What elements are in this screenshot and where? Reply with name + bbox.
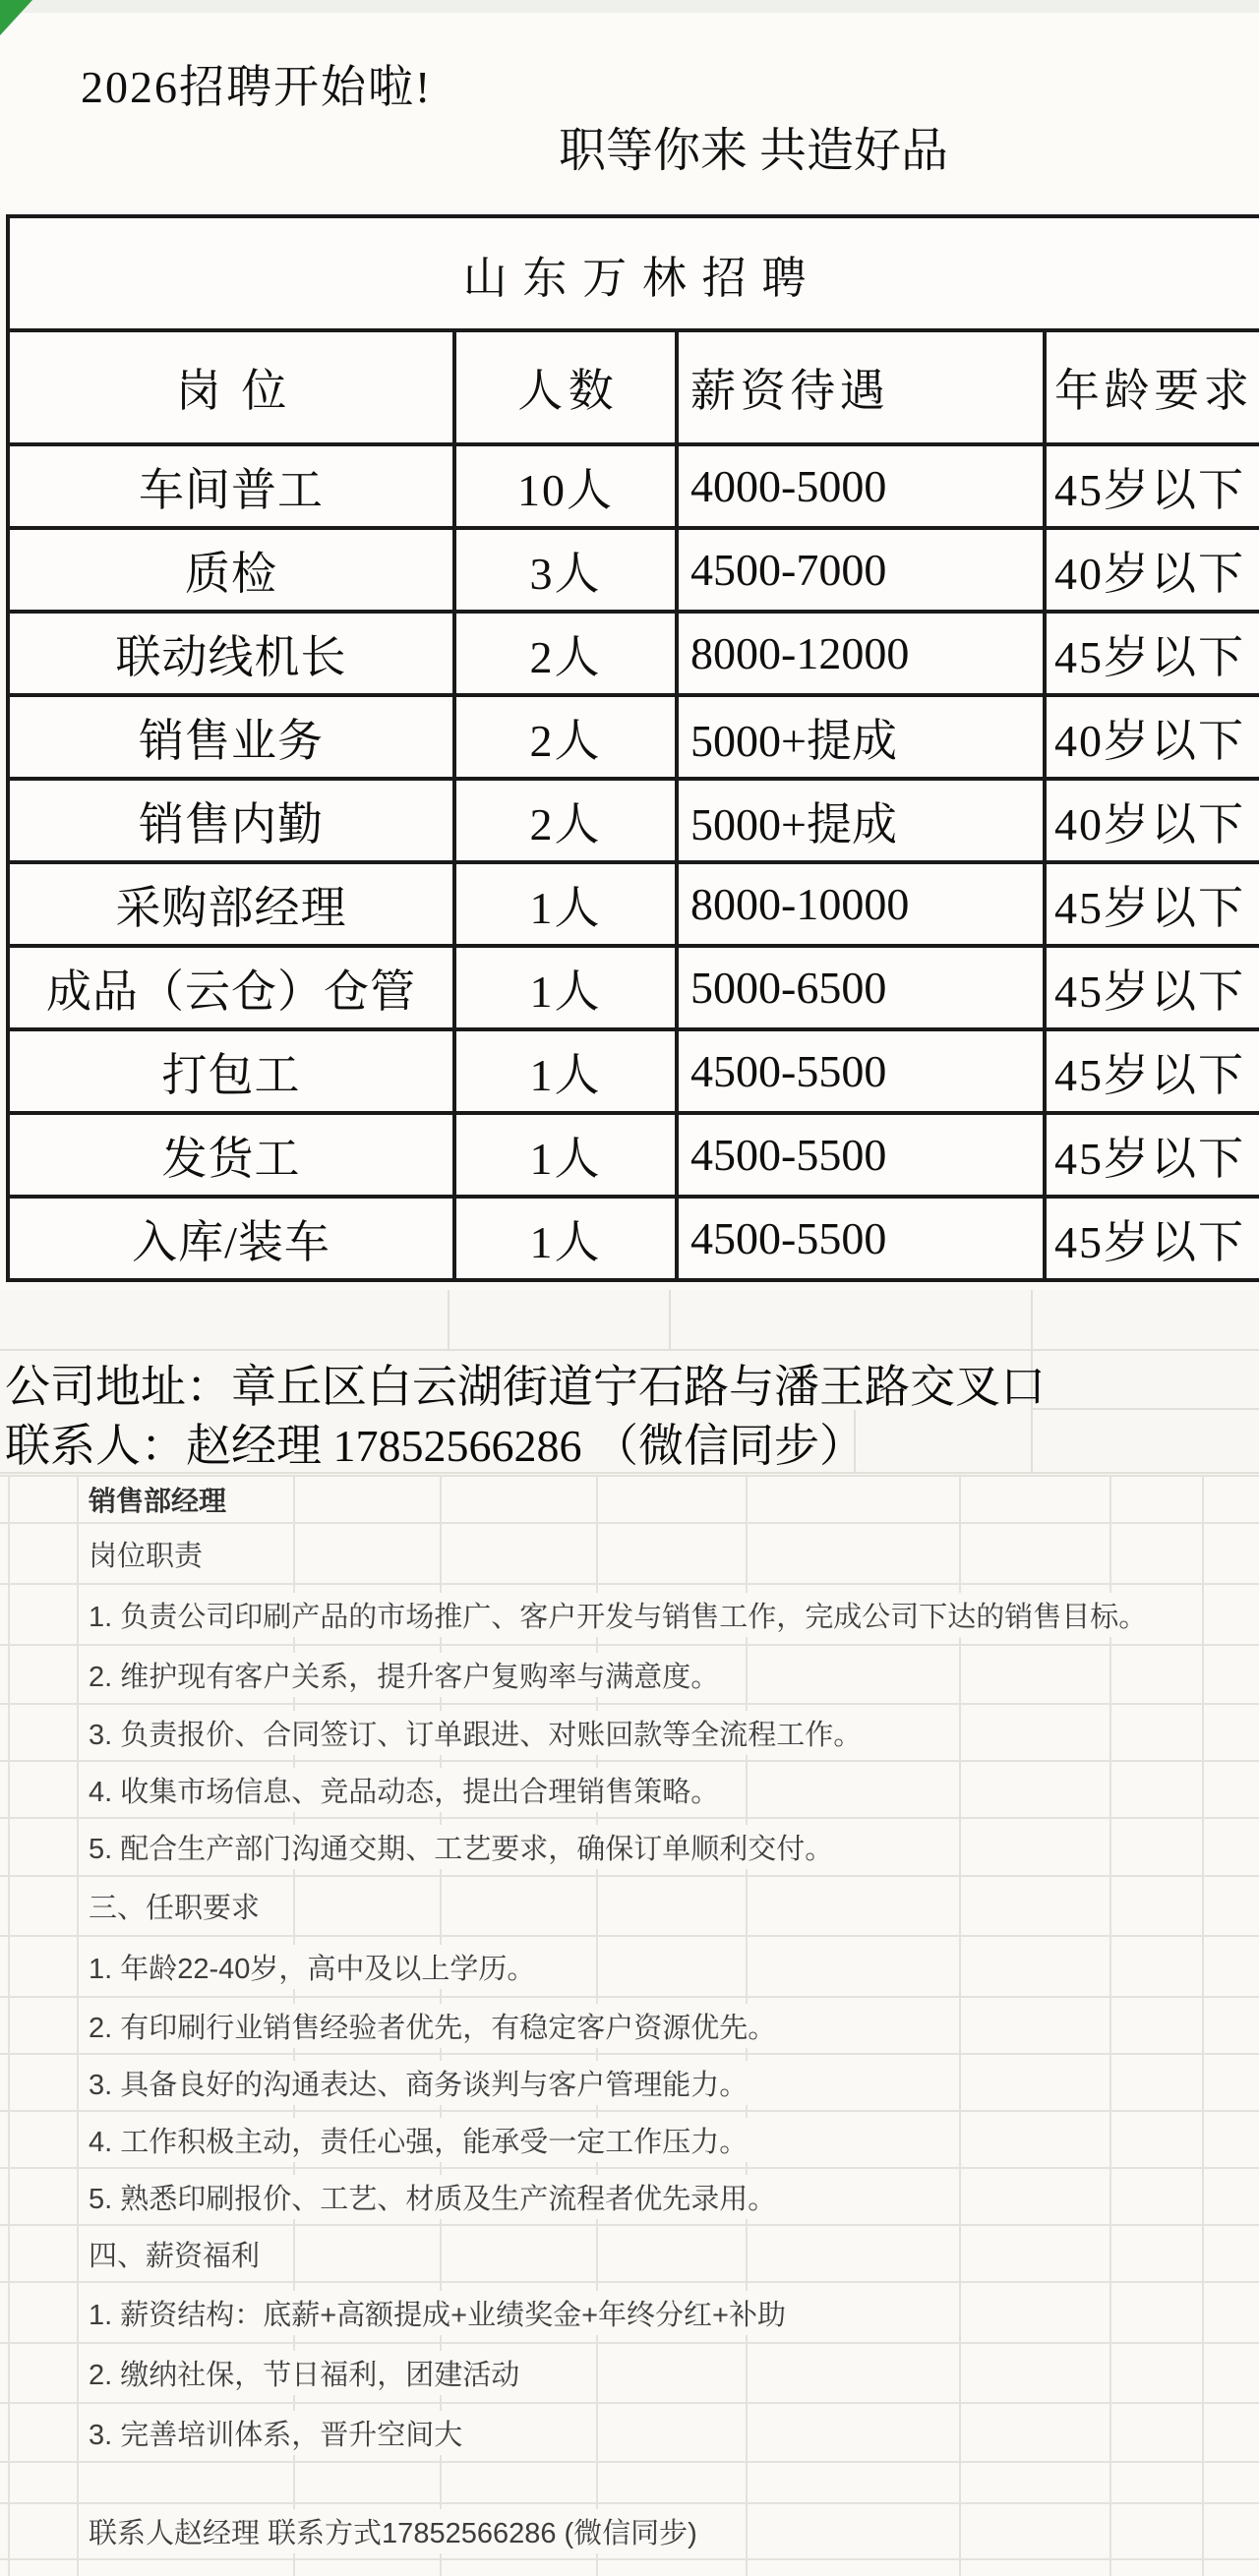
job-detail-line: 5. 配合生产部门沟通交期、工艺要求，确保订单顺利交付。 bbox=[87, 1825, 849, 1869]
cell-age: 45岁以下 bbox=[1043, 614, 1259, 693]
cell-salary: 4500-5500 bbox=[675, 1031, 1043, 1111]
cell-salary: 5000+提成 bbox=[675, 697, 1043, 777]
banner bbox=[0, 0, 1259, 214]
sheet-row bbox=[0, 1819, 1259, 1877]
cell-age: 40岁以下 bbox=[1043, 697, 1259, 777]
column-header-age: 年龄要求 bbox=[1043, 332, 1259, 442]
job-detail-line: 4. 工作积极主动，责任心强，能承受一定工作压力。 bbox=[87, 2118, 763, 2162]
gridline bbox=[1031, 1408, 1259, 1410]
job-detail-line: 联系人赵经理 联系方式17852566286 (微信同步) bbox=[87, 2509, 713, 2553]
table-title: 山东万林招聘 bbox=[462, 253, 822, 303]
gridline bbox=[448, 1290, 450, 1349]
sheet-row bbox=[0, 1705, 1259, 1762]
cell-salary: 5000-6500 bbox=[675, 948, 1043, 1027]
cell-salary: 8000-10000 bbox=[675, 864, 1043, 944]
company-address: 公司地址：章丘区白云湖街道宁石路与潘王路交叉口 bbox=[5, 1362, 1046, 1412]
column-header-headcount: 人数 bbox=[452, 332, 675, 442]
cell-position: 车间普工 bbox=[139, 464, 324, 515]
table-row bbox=[10, 860, 1259, 944]
sheet-row bbox=[0, 1762, 1259, 1819]
cell-position: 销售内勤 bbox=[139, 798, 324, 849]
job-detail-line: 3. 具备良好的沟通表达、商务谈判与客户管理能力。 bbox=[87, 2061, 763, 2105]
top-strip bbox=[0, 0, 1259, 13]
sheet-row bbox=[0, 1477, 1259, 1524]
job-description-rows bbox=[0, 1475, 1259, 2576]
cell-salary: 4000-5000 bbox=[675, 446, 1043, 526]
job-description-sheet bbox=[0, 1475, 1259, 2576]
table-row bbox=[10, 1195, 1259, 1278]
table-row bbox=[10, 944, 1259, 1027]
job-detail-line: 3. 完善培训体系，晋升空间大 bbox=[87, 2411, 478, 2455]
cell-salary: 8000-12000 bbox=[675, 614, 1043, 693]
contact-info: 联系人：赵经理 17852566286 （微信同步） bbox=[5, 1421, 865, 1471]
job-detail-line: 1. 薪资结构：底薪+高额提成+业绩奖金+年终分红+补助 bbox=[87, 2291, 802, 2335]
cell-headcount: 2人 bbox=[452, 781, 675, 860]
job-detail-line: 2. 缴纳社保，节日福利，团建活动 bbox=[87, 2351, 535, 2395]
cell-age: 45岁以下 bbox=[1043, 1199, 1259, 1278]
job-detail-line: 3. 负责报价、合同签订、订单跟进、对账回款等全流程工作。 bbox=[87, 1711, 877, 1755]
cell-position: 联动线机长 bbox=[115, 631, 347, 682]
sheet-row bbox=[0, 1524, 1259, 1585]
sheet-row bbox=[0, 1937, 1259, 1998]
cell-headcount: 1人 bbox=[452, 1199, 675, 1278]
table-header-row bbox=[10, 328, 1259, 442]
job-detail-line: 2. 维护现有客户关系，提升客户复购率与满意度。 bbox=[87, 1653, 735, 1697]
cell-age: 45岁以下 bbox=[1043, 864, 1259, 944]
cell-headcount: 3人 bbox=[452, 530, 675, 610]
gridline bbox=[1031, 1290, 1033, 1349]
table-row bbox=[10, 1111, 1259, 1195]
sheet-row bbox=[0, 2226, 1259, 2283]
sheet-row bbox=[0, 2560, 1259, 2576]
cell-age: 45岁以下 bbox=[1043, 446, 1259, 526]
cell-headcount: 10人 bbox=[452, 446, 675, 526]
job-detail-line: 岗位职责 bbox=[87, 1532, 218, 1576]
sheet-row bbox=[0, 1877, 1259, 1937]
corner-triangle-icon bbox=[0, 0, 32, 35]
sheet-row bbox=[0, 2283, 1259, 2344]
sheet-row bbox=[0, 2404, 1259, 2463]
sheet-row bbox=[0, 2055, 1259, 2112]
cell-headcount: 1人 bbox=[452, 1031, 675, 1111]
table-row bbox=[10, 526, 1259, 610]
job-detail-line: 1. 年龄22-40岁，高中及以上学历。 bbox=[87, 1945, 551, 1989]
sheet-row bbox=[0, 2344, 1259, 2404]
cell-headcount: 1人 bbox=[452, 1115, 675, 1195]
sheet-row bbox=[0, 1646, 1259, 1705]
cell-age: 40岁以下 bbox=[1043, 530, 1259, 610]
cell-position: 成品（云仓）仓管 bbox=[46, 966, 416, 1017]
cell-salary: 4500-5500 bbox=[675, 1115, 1043, 1195]
address-section bbox=[0, 1290, 1259, 1475]
job-detail-line: 4. 收集市场信息、竞品动态，提出合理销售策略。 bbox=[87, 1768, 735, 1812]
gridline bbox=[669, 1290, 671, 1349]
recruitment-table bbox=[6, 214, 1259, 1282]
cell-position: 入库/装车 bbox=[132, 1216, 330, 1267]
banner-slogan: 职等你来 共造好品 bbox=[559, 125, 949, 177]
cell-salary: 4500-5500 bbox=[675, 1199, 1043, 1278]
banner-headline: 2026招聘开始啦! bbox=[81, 62, 433, 112]
cell-age: 40岁以下 bbox=[1043, 781, 1259, 860]
cell-position: 发货工 bbox=[161, 1133, 301, 1184]
table-row bbox=[10, 610, 1259, 693]
column-header-position: 岗位 bbox=[175, 366, 308, 416]
cell-salary: 5000+提成 bbox=[675, 781, 1043, 860]
sheet-row bbox=[0, 1585, 1259, 1646]
sheet-row bbox=[0, 1998, 1259, 2055]
sheet-row bbox=[0, 2169, 1259, 2226]
table-row bbox=[10, 1027, 1259, 1111]
cell-headcount: 1人 bbox=[452, 948, 675, 1027]
job-detail-line: 四、薪资福利 bbox=[87, 2232, 275, 2276]
cell-age: 45岁以下 bbox=[1043, 1115, 1259, 1195]
sheet-row bbox=[0, 2504, 1259, 2560]
job-detail-line: 1. 负责公司印刷产品的市场推广、客户开发与销售工作，完成公司下达的销售目标。 bbox=[87, 1593, 1163, 1637]
table-row bbox=[10, 442, 1259, 526]
cell-age: 45岁以下 bbox=[1043, 1031, 1259, 1111]
table-body bbox=[10, 442, 1259, 1278]
cell-position: 打包工 bbox=[161, 1049, 301, 1100]
job-title: 销售部经理 bbox=[87, 1478, 242, 1521]
cell-headcount: 2人 bbox=[452, 614, 675, 693]
cell-headcount: 2人 bbox=[452, 697, 675, 777]
cell-age: 45岁以下 bbox=[1043, 948, 1259, 1027]
job-detail-line: 5. 熟悉印刷报价、工艺、材质及生产流程者优先录用。 bbox=[87, 2175, 792, 2219]
cell-salary: 4500-7000 bbox=[675, 530, 1043, 610]
cell-headcount: 1人 bbox=[452, 864, 675, 944]
job-detail-line: 三、任职要求 bbox=[87, 1884, 275, 1928]
column-header-salary: 薪资待遇 bbox=[675, 332, 1043, 442]
cell-position: 采购部经理 bbox=[115, 882, 347, 933]
cell-position: 销售业务 bbox=[139, 715, 324, 766]
table-row bbox=[10, 777, 1259, 860]
table-row bbox=[10, 693, 1259, 777]
sheet-row bbox=[0, 2463, 1259, 2504]
cell-position: 质检 bbox=[185, 548, 277, 599]
sheet-row bbox=[0, 2112, 1259, 2169]
job-detail-line: 2. 有印刷行业销售经验者优先，有稳定客户资源优先。 bbox=[87, 2004, 792, 2048]
